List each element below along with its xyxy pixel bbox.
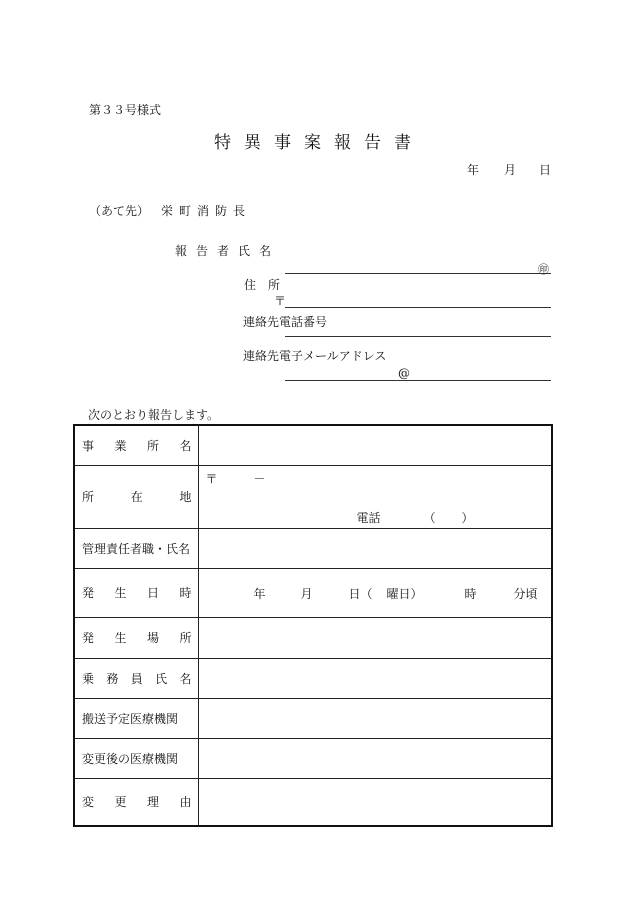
postal-mark: 〒 — [274, 294, 287, 308]
changed-hospital-field[interactable] — [198, 738, 552, 778]
changed-hospital-label: 変更後の医療機関 — [74, 738, 198, 778]
phone-line — [285, 336, 551, 337]
table-row — [74, 528, 552, 568]
table-row — [74, 778, 552, 826]
table-row — [74, 617, 552, 658]
phone-label: 連絡先電話番号 — [243, 315, 328, 329]
planned-hospital-field[interactable] — [198, 698, 552, 738]
dt-day: 日（ — [348, 586, 373, 601]
email-label: 連絡先電子メールアドレス — [243, 349, 387, 363]
addressee-label: （あて先） — [89, 204, 150, 218]
spread-label: 所 在 地 — [82, 490, 192, 504]
location-phone-paren-open: （ — [423, 510, 436, 525]
location-phone-label: 電話 — [356, 510, 381, 525]
form-number: 第３３号様式 — [89, 103, 162, 117]
email-line — [285, 380, 551, 381]
manager-field[interactable] — [198, 528, 552, 568]
addressee — [89, 202, 251, 219]
dt-weekday: 曜日） — [386, 586, 423, 601]
address-label: 住 所 — [244, 278, 281, 292]
occurrence-datetime-field[interactable] — [198, 568, 552, 617]
date-day: 日 — [539, 163, 552, 177]
manager-label: 管理責任者職・氏名 — [74, 528, 198, 568]
change-reason-label — [74, 778, 198, 826]
location-postal-mark: 〒 — [205, 471, 218, 486]
seal-mark: ㊞ — [538, 263, 549, 276]
table-row — [74, 658, 552, 698]
date-month: 月 — [504, 163, 517, 177]
addressee-name: 栄町消防長 — [161, 204, 252, 218]
intro-text: 次のとおり報告します。 — [88, 408, 220, 422]
crew-name-label — [74, 658, 198, 698]
dt-year: 年 — [253, 586, 266, 601]
planned-hospital-label: 搬送予定医療機関 — [74, 698, 198, 738]
table-row — [74, 568, 552, 617]
spread-label: 事 業 所 名 — [82, 438, 192, 453]
occurrence-place-label — [74, 617, 198, 658]
dt-minute: 分頃 — [513, 586, 538, 601]
dt-month: 月 — [300, 586, 313, 601]
spread-label: 発 生 日 時 — [82, 586, 192, 600]
table-row — [74, 698, 552, 738]
report-table — [73, 424, 553, 827]
reporter-name-label: 報告者氏名 — [175, 244, 281, 258]
table-row — [74, 465, 552, 528]
dt-hour: 時 — [464, 586, 477, 601]
date-year: 年 — [467, 163, 480, 177]
email-at-mark: @ — [398, 366, 410, 380]
table-row — [74, 425, 552, 465]
location-phone-paren-close: ） — [461, 510, 474, 525]
page-title: 特異事案報告書 — [214, 133, 424, 153]
business-name-field[interactable] — [198, 425, 552, 465]
address-line — [285, 307, 551, 308]
reporter-name-line — [285, 273, 551, 274]
location-field[interactable] — [198, 465, 552, 528]
location-label — [74, 465, 198, 528]
location-dash: － — [253, 471, 266, 486]
occurrence-datetime-label — [74, 568, 198, 617]
business-name-label — [74, 425, 198, 465]
spread-label: 変 更 理 由 — [82, 795, 192, 810]
change-reason-field[interactable] — [198, 778, 552, 826]
occurrence-place-field[interactable] — [198, 617, 552, 658]
spread-label: 発 生 場 所 — [82, 631, 192, 645]
table-row — [74, 738, 552, 778]
spread-label: 乗 務 員 氏 名 — [82, 671, 192, 686]
crew-name-field[interactable] — [198, 658, 552, 698]
